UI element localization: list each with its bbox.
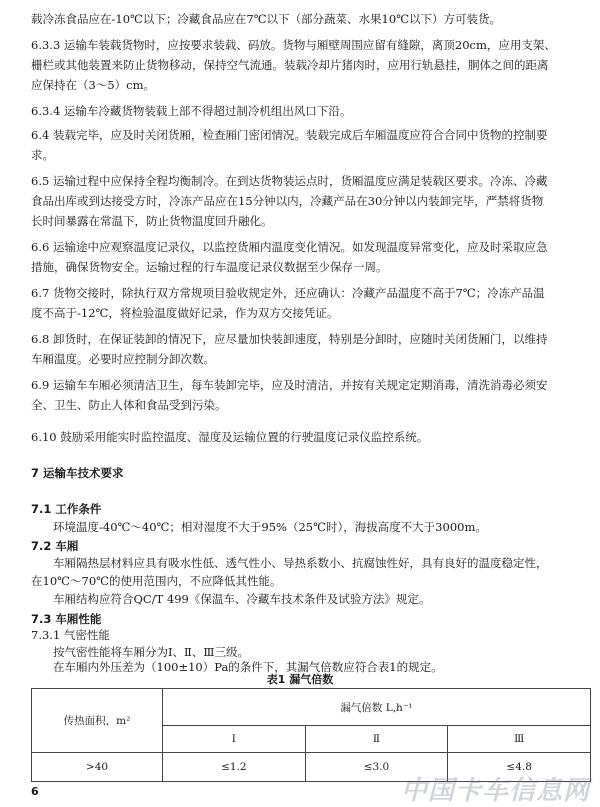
clause-6-4-line-1: 6.4 装载完毕，应及时关闭货厢，检查厢门密闭情况。装载完成后车厢温度应符合合同中货物的控制要 xyxy=(31,128,548,142)
clause-6-6-line-1: 6.6 运输途中应观察温度记录仪，以监控货厢内温度变化情况。如发现温度异常变化，应及时采取应急 xyxy=(31,240,548,254)
header-leakage: 漏气倍数 L,h⁻¹ xyxy=(163,689,591,726)
section-7-2-text-2: 在10℃～70℃的使用范围内，不应降低其性能。 xyxy=(31,574,282,588)
clause-6-9-line-2: 全、卫生、防止人体和食品受到污染。 xyxy=(31,398,227,412)
clause-6-3-4: 6.3.4 运输车冷藏货物装载上部不得超过制冷机组出风口下沿。 xyxy=(31,104,352,118)
clause-6-7-line-2: 度不高于-12℃，将检验温度做好记录，作为双方交接凭证。 xyxy=(31,306,339,320)
table-header-row xyxy=(32,689,591,726)
section-7-3-heading: 7.3 车厢性能 xyxy=(31,612,102,626)
clause-6-6-line-2: 措施，确保货物安全。运输过程的行车温度记录仪数据至少保存一周。 xyxy=(31,260,388,274)
text-line: 载冷冻食品应在-10℃以下；冷藏食品应在7℃以下（部分蔬菜、水果10℃以下）方可装货。 xyxy=(31,12,502,26)
table-caption: 表1 漏气倍数 xyxy=(266,673,334,686)
clause-6-5-line-3: 长时间暴露在常温下，防止货物温度回升融化。 xyxy=(31,214,273,228)
clause-6-7-line-1: 6.7 货物交接时，除执行双方常规项目验收规定外，还应确认：冷藏产品温度不高于7℃；冷冻产品温 xyxy=(31,286,545,300)
grade-cell: Ⅰ xyxy=(163,726,306,753)
clause-6-4-line-2: 求。 xyxy=(31,148,54,162)
clause-6-8-line-1: 6.8 卸货时，在保证装卸的情况下，应尽量加快装卸速度，特别是分卸时，应随时关闭货厢门，以维持 xyxy=(31,332,548,346)
clause-6-9-line-1: 6.9 运输车车厢必须清洁卫生，每车装卸完毕，应及时清洁，并按有关规定定期消毒，清洗消毒必须安 xyxy=(31,378,548,392)
section-7-3-1-text-1: 按气密性能将车厢分为Ⅰ、Ⅱ、Ⅲ三级。 xyxy=(53,645,249,659)
section-7-3-1-text-2: 在车厢内外压差为（100±10）Pa的条件下，其漏气倍数应符合表1的规定。 xyxy=(53,660,443,674)
value-cell: ≤3.0 xyxy=(305,753,448,782)
header-area: 传热面积，m² xyxy=(32,689,163,753)
clause-6-5-line-1: 6.5 运输过程中应保持全程均衡制冷。在到达货物装运点时，货厢温度应满足装载区要求。冷冻、冷藏 xyxy=(31,174,548,188)
area-cell: >40 xyxy=(32,753,163,782)
section-7-1-heading: 7.1 工作条件 xyxy=(31,502,102,516)
leakage-table xyxy=(31,688,591,782)
clause-6-3-3-line-2: 栅栏或其他装置来防止货物移动，保持空气流通。装载冷却片猪肉时，应用行轨悬挂，胴体之间的距离 xyxy=(31,58,549,72)
grade-cell: Ⅱ xyxy=(305,726,448,753)
section-7-1-text: 环境温度-40℃～40℃；相对湿度不大于95%（25℃时），海拔高度不大于3000m。 xyxy=(53,520,487,534)
section-7-2-text-3: 车厢结构应符合QC/T 499《保温车、冷藏车技术条件及试验方法》规定。 xyxy=(53,592,431,606)
clause-6-10: 6.10 鼓励采用能实时监控温度、湿度及运输位置的行驶温度记录仪监控系统。 xyxy=(31,430,429,444)
watermark-logo: 中国卡车信息网 xyxy=(400,776,590,806)
value-cell: ≤4.8 xyxy=(448,753,591,782)
clause-6-3-3-line-3: 应保持在（3～5）cm。 xyxy=(31,78,155,92)
value-cell: ≤1.2 xyxy=(163,753,306,782)
clause-6-5-line-2: 食品出库或到达接受方时，冷冻产品应在15分钟以内，冷藏产品在30分钟以内装卸完毕，严禁将货物 xyxy=(31,194,544,208)
section-7-2-heading: 7.2 车厢 xyxy=(31,539,79,553)
grade-cell: Ⅲ xyxy=(448,726,591,753)
clause-6-3-3-line-1: 6.3.3 运输车装载货物时，应按要求装载、码放。货物与厢壁周围应留有缝隙，离顶20cm，应用支架、 xyxy=(31,38,556,52)
section-7-heading: 7 运输车技术要求 xyxy=(31,466,124,480)
section-7-3-1-heading: 7.3.1 气密性能 xyxy=(31,628,110,642)
page-number: 6 xyxy=(31,785,39,798)
clause-6-8-line-2: 车厢温度。必要时应控制分卸次数。 xyxy=(31,352,215,366)
section-7-2-text-1: 车厢隔热层材料应具有吸水性低、透气性小、导热系数小、抗腐蚀性好，具有良好的温度稳定性， xyxy=(53,556,548,570)
